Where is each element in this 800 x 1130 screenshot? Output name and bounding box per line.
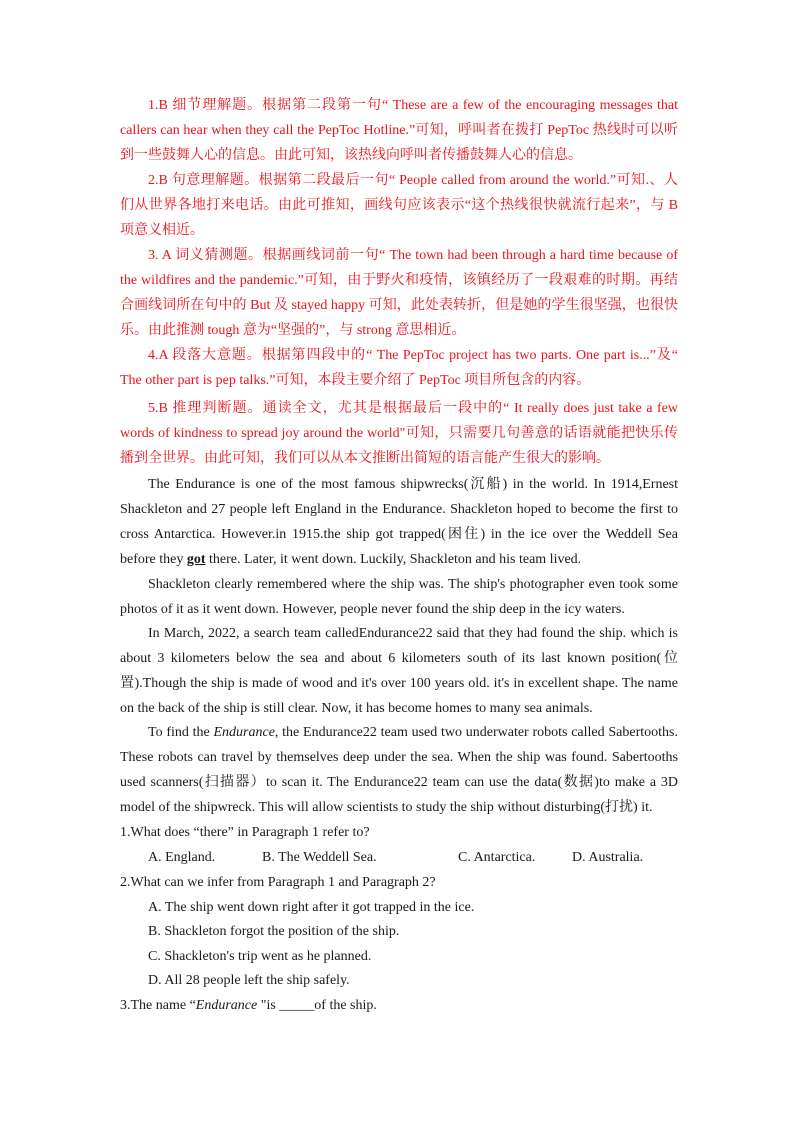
passage-text: To find the (148, 725, 214, 740)
answer-explanation-2: 2.B 句意理解题。根据第二段最后一句“ People called from around the world.”可知.、人们从世界各地打来电话。由此可推知，画线句应该表示“这个热线很快就流行起来”，与 B 项意义相近。 (120, 173, 678, 238)
passage-text: , the Endurance22 team used two underwater robots called Sabertooths. These robots can travel by themselves deep under the sea. When the ship was found. Sabertooths used scanners(扫描器）to scan it. The Endurance22 team can use the data(数据)to make a 3D model of the shipwreck. This will allow scientists to study the ship without disturbing(打扰) it. (120, 725, 678, 815)
underlined-word: got (186, 552, 206, 567)
passage-paragraph-2: Shackleton clearly remembered where the ship was. The ship's photographer even took some photos of it as it went down. However, people never found the ship deep in the icy waters. (120, 577, 678, 617)
q1-option-c: C. Antarctica. (458, 850, 536, 865)
q1-option-d: D. Australia. (572, 850, 644, 865)
question-text: "is _____of the ship. (257, 998, 377, 1013)
answer-explanation-4: 4.A 段落大意题。根据第四段中的“ The PepToc project has two parts. One part is...”及“ The other part is pep talks.”可知，本段主要介绍了 PepToc 项目所包含的内容。 (120, 348, 678, 388)
question-1: 1.What does “there” in Paragraph 1 refer to? (120, 825, 370, 840)
q2-option-d: D. All 28 people left the ship safely. (148, 973, 350, 988)
passage-paragraph-3: In March, 2022, a search team calledEndurance22 said that they had found the ship. which is about 3 kilometers below the sea and about 6 kilometers south of its last known position(位置).Though the ship is made of wood and it's over 100 years old. it's in excellent shape. The name on the back of the ship is still clear. Now, it has become homes to many sea animals. (120, 626, 678, 716)
italic-ship-name: Endurance (195, 998, 258, 1013)
italic-ship-name: Endurance (213, 725, 275, 740)
q2-option-c: C. Shackleton's trip went as he planned. (148, 949, 372, 964)
answer-explanation-1: 1.B 细节理解题。根据第二段第一句“ These are a few of the encouraging messages that callers can hear when they call the PepToc Hotline.”可知，呼叫者在拨打 PepToc 热线时可以听到一些鼓舞人心的信息。由此可知，该热线向呼叫者传播鼓舞人心的信息。 (120, 98, 678, 163)
question-2: 2.What can we infer from Paragraph 1 and Paragraph 2? (120, 875, 436, 890)
passage-text: The Endurance is one of the most famous shipwrecks(沉船) in the world. In 1914,Ernest Shackleton and 27 people left England in the Endurance. Shackleton hoped to become the first to cross Antarctica. However.in 1915.the ship got trapped(困住) in the ice over the Weddell Sea before they (120, 477, 678, 567)
answer-explanation-3: 3. A 词义猜测题。根据画线词前一句“ The town had been through a hard time because of the wildfires and the pandemic.”可知，由于野火和疫情，该镇经历了一段艰难的时期。再结合画线词所在句中的 But 及 stayed happy 可知，此处表转折，但是她的学生很坚强，也很快乐。由此推测 tough 意为“坚强的”，与 strong 意思相近。 (120, 248, 678, 338)
q1-option-a: A. England. (148, 850, 216, 865)
q2-option-a: A. The ship went down right after it got trapped in the ice. (148, 900, 475, 915)
q2-option-b: B. Shackleton forgot the position of the ship. (148, 924, 400, 939)
question-3 (120, 993, 377, 1018)
answer-explanation-5: 5.B 推理判断题。通读全文，尤其是根据最后一段中的“ It really does just take a few words of kindness to spread joy around the world"可知，只需要几句善意的话语就能把快乐传播到全世界。由此可知，我们可以从本文推断出简短的语言能产生很大的影响。 (120, 401, 678, 466)
q1-option-b: B. The Weddell Sea. (262, 850, 377, 865)
passage-paragraph-4 (120, 720, 678, 820)
passage-text: there. Later, it went down. Luckily, Shackleton and his team lived. (205, 552, 582, 567)
passage-paragraph-1 (120, 472, 678, 572)
question-text: 3.The name “ (120, 998, 196, 1013)
